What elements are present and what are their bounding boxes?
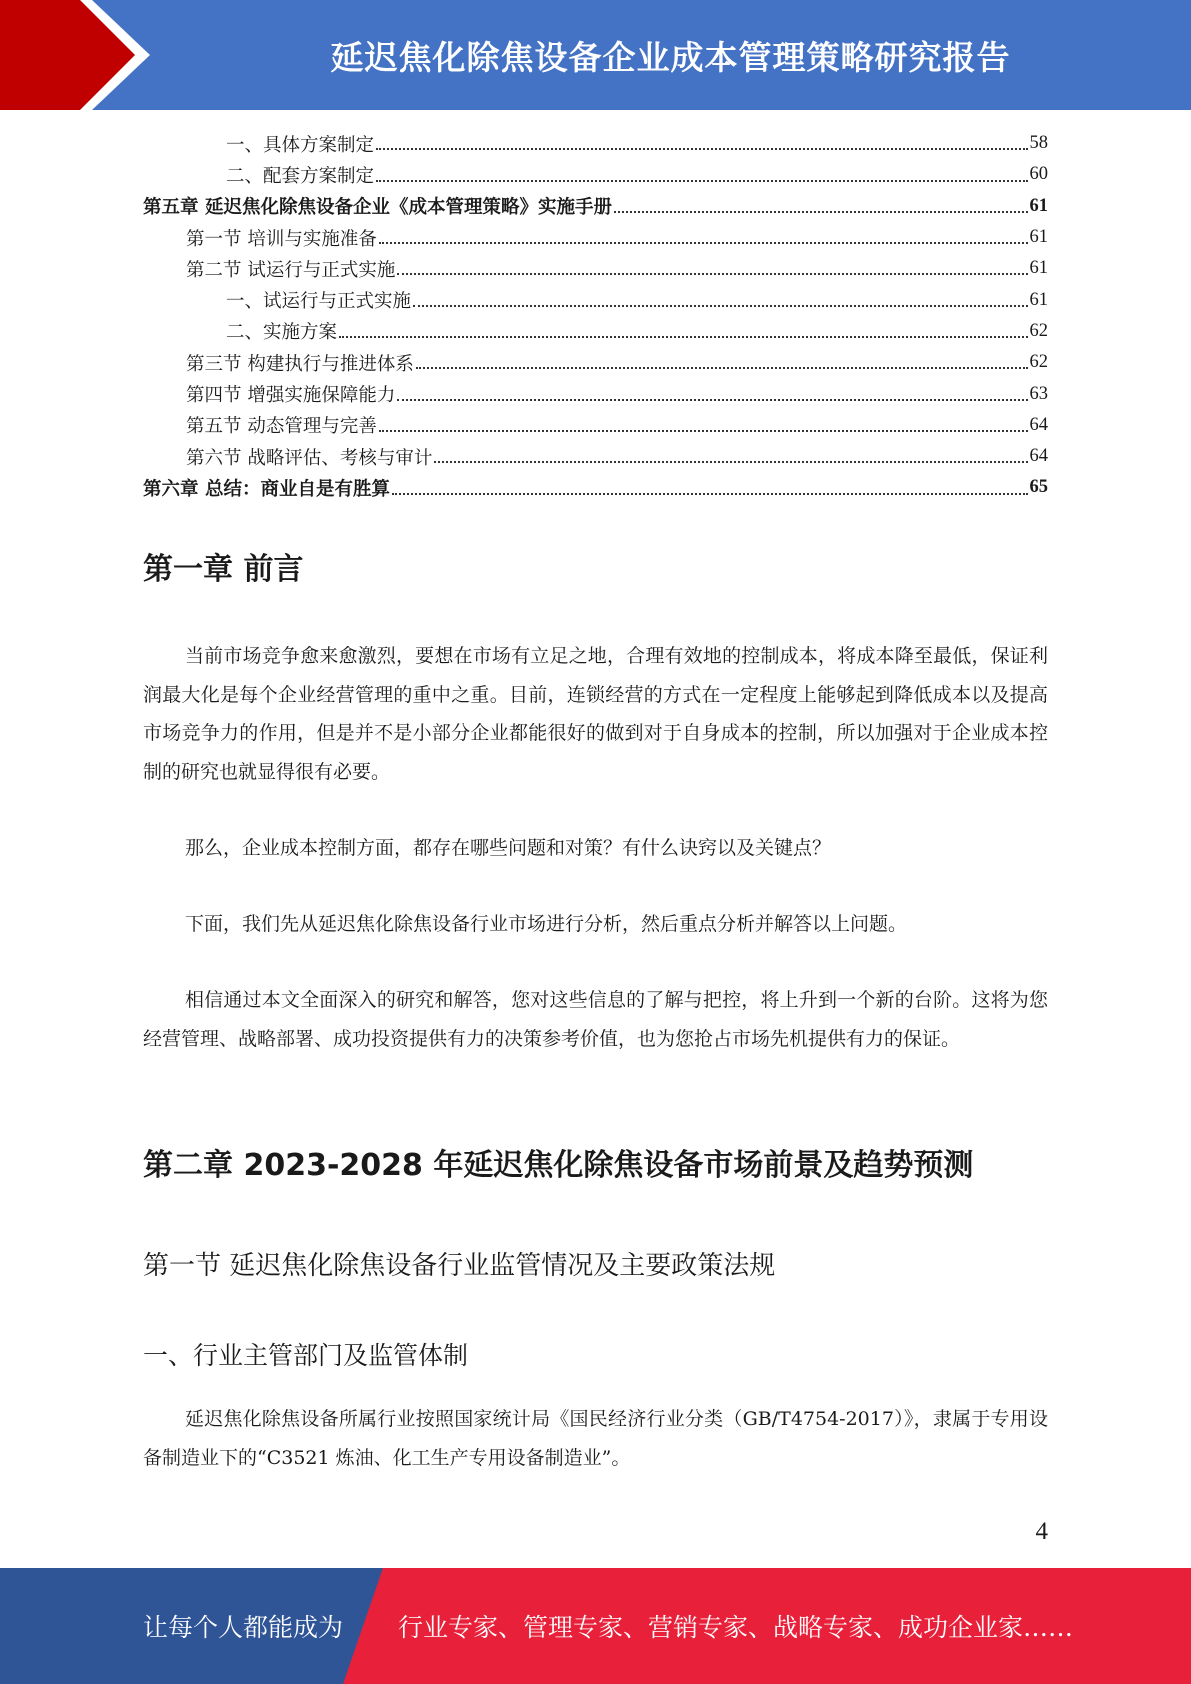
chapter-2-paragraph: 延迟焦化除焦设备所属行业按照国家统计局《国民经济行业分类（GB/T4754-2017）》，隶属于专用设备制造业下的“C3521 炼油、化工生产专用设备制造业”。 (143, 1408, 1048, 1469)
toc-entry[interactable] (143, 316, 1048, 347)
footer-slogan-left: 让每个人都能成为 (143, 1613, 344, 1642)
toc-entry-page: 63 (1029, 383, 1048, 404)
chapter-1-paragraph-2: 那么，企业成本控制方面，都存在哪些问题和对策？有什么诀窍以及关键点？ (185, 837, 832, 859)
red-chevron-decoration (0, 0, 160, 110)
toc-entry-page: 61 (1029, 195, 1048, 216)
toc-entry-title: 第一节 培训与实施准备 (186, 228, 377, 250)
toc-entry[interactable] (143, 472, 1048, 503)
chapter-1-paragraph-1: 当前市场竞争愈来愈激烈，要想在市场有立足之地，合理有效地的控制成本，将成本降至最低，保证利润最大化是每个企业经营管理的重中之重。目前，连锁经营的方式在一定程度上能够起到降低成本以及提高市场竞争力的作用，但是并不是小部分企业都能很好的做到对于自身成本的控制，所以加强对于企业成本控制的研究也就显得很有必要。 (143, 645, 1048, 783)
toc-entry[interactable] (143, 441, 1048, 472)
toc-dot-leader (376, 147, 1027, 150)
toc-entry-title: 一、试运行与正式实施 (226, 291, 412, 313)
toc-dot-leader (614, 210, 1028, 213)
toc-dot-leader (376, 179, 1027, 182)
section-1-heading: 第一节 延迟焦化除焦设备行业监管情况及主要政策法规 (143, 1251, 776, 1281)
toc-entry[interactable] (143, 191, 1048, 222)
toc-entry[interactable] (143, 128, 1048, 159)
toc-entry-page: 61 (1029, 258, 1048, 279)
toc-entry-page: 64 (1029, 446, 1048, 467)
toc-dot-leader (397, 272, 1027, 275)
toc-entry-title: 一、具体方案制定 (226, 134, 375, 156)
toc-entry-title: 第二节 试运行与正式实施 (186, 259, 396, 281)
toc-entry-page: 62 (1029, 320, 1048, 341)
toc-entry-page: 58 (1029, 133, 1048, 154)
chapter-1-paragraph-3: 下面，我们先从延迟焦化除焦设备行业市场进行分析，然后重点分析并解答以上问题。 (185, 913, 908, 935)
toc-entry[interactable] (143, 222, 1048, 253)
toc-entry-title: 第五章 延迟焦化除焦设备企业《成本管理策略》实施手册 (143, 197, 612, 219)
toc-dot-leader (413, 304, 1027, 307)
toc-entry-page: 62 (1029, 352, 1048, 373)
toc-entry[interactable] (143, 347, 1048, 378)
toc-dot-leader (434, 460, 1027, 463)
toc-entry-page: 65 (1029, 477, 1048, 498)
toc-dot-leader (397, 398, 1027, 401)
chapter-1-paragraph-4: 相信通过本文全面深入的研究和解答，您对这些信息的了解与把控，将上升到一个新的台阶。这将为您经营管理、战略部署、成功投资提供有力的决策参考价值，也为您抢占市场先机提供有力的保证。 (143, 989, 1048, 1050)
toc-entry-title: 二、实施方案 (226, 322, 338, 344)
toc-entry-page: 61 (1029, 289, 1048, 310)
toc-entry[interactable] (143, 159, 1048, 190)
toc-entry-title: 第六章 总结：商业自是有胜算 (143, 478, 390, 500)
toc-dot-leader (339, 335, 1027, 338)
toc-entry-title: 第五节 动态管理与完善 (186, 416, 377, 438)
toc-entry-title: 二、配套方案制定 (226, 165, 375, 187)
table-of-contents (143, 128, 1048, 504)
toc-entry-page: 60 (1029, 164, 1048, 185)
header-title: 延迟焦化除焦设备企业成本管理策略研究报告 (330, 37, 1011, 77)
page-number: 4 (1035, 1518, 1048, 1545)
toc-dot-leader (379, 241, 1028, 244)
toc-dot-leader (416, 366, 1028, 369)
toc-dot-leader (379, 429, 1028, 432)
toc-entry-title: 第六节 战略评估、考核与审计 (186, 447, 433, 469)
toc-entry-page: 61 (1029, 227, 1048, 248)
toc-entry-title: 第三节 构建执行与推进体系 (186, 353, 414, 375)
chapter-1-heading: 第一章 前言 (143, 552, 304, 587)
toc-entry[interactable] (143, 410, 1048, 441)
toc-entry-page: 64 (1029, 414, 1048, 435)
page-footer (0, 1568, 1191, 1684)
footer-slogan-right: 行业专家、管理专家、营销专家、战略专家、成功企业家…… (398, 1613, 1074, 1642)
subsection-1-heading: 一、行业主管部门及监管体制 (143, 1341, 469, 1370)
toc-entry[interactable] (143, 284, 1048, 315)
chapter-2-heading: 第二章 2023-2028 年延迟焦化除焦设备市场前景及趋势预测 (143, 1148, 974, 1183)
toc-dot-leader (392, 492, 1028, 495)
page-header (0, 0, 1191, 110)
toc-entry[interactable] (143, 253, 1048, 284)
toc-entry-title: 第四节 增强实施保障能力 (186, 385, 396, 407)
toc-entry[interactable] (143, 378, 1048, 409)
